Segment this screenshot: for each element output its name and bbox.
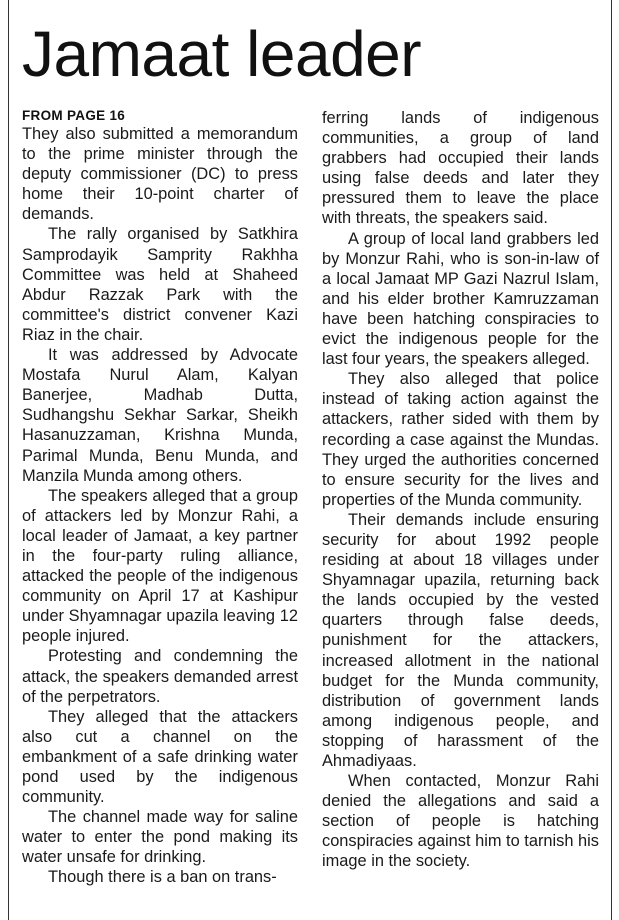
article-paragraph: The channel made way for saline water to enter the pond making its water unsafe for drinking. bbox=[22, 808, 298, 867]
article-paragraph: They also alleged that police instead of taking action against the attackers, rather sided with them by recording a case against the Mundas. They urged the authorities concerned to ensure security for the lives and properties of the Munda community. bbox=[322, 370, 599, 509]
jump-label: FROM PAGE 16 bbox=[22, 108, 126, 123]
article-column-right bbox=[322, 108, 599, 872]
article-paragraph: They also submitted a memorandum to the prime minister through the deputy commissioner (DC) to press home their 10-point charter of demands. bbox=[22, 125, 298, 224]
article-paragraph: When contacted, Monzur Rahi denied the allegations and said a section of people is hatching conspiracies against him to tarnish his image in the society. bbox=[322, 772, 599, 871]
article-paragraph: Their demands include ensuring security for about 1992 people residing at about 18 villages under Shyamnagar upazila, returning back the lands occupied by the vested quarters through false deeds, punishment for the attackers, increased allotment in the national budget for the Munda community, distribution of government lands among indigenous people, and stopping of harassment of the Ahmadiyaas. bbox=[322, 510, 599, 770]
headline: Jamaat leader bbox=[22, 18, 422, 90]
article-paragraph: The rally organised by Satkhira Samprodayik Samprity Rakhha Committee was held at Shaheed Abdur Razzak Park with the committee's district convener Kazi Riaz in the chair. bbox=[22, 225, 298, 344]
article-paragraph: It was addressed by Advocate Mostafa Nurul Alam, Kalyan Banerjee, Madhab Dutta, Sudhangshu Sekhar Sarkar, Sheikh Hasanuzzaman, Krishna Munda, Parimal Munda, Benu Munda, and Manzila Munda among others. bbox=[22, 346, 298, 485]
article-paragraph: Though there is a ban on trans- bbox=[48, 868, 277, 887]
article-paragraph: Protesting and condemning the attack, the speakers demanded arrest of the perpetrators. bbox=[22, 647, 298, 706]
article-paragraph: The speakers alleged that a group of attackers led by Monzur Rahi, a local leader of Jamaat, a key partner in the four-party ruling alliance, attacked the people of the indigenous community on April 17 at Kashipur under Shyamnagar upazila leaving 12 people injured. bbox=[22, 486, 298, 646]
left-column-rule bbox=[8, 0, 9, 920]
right-column-rule bbox=[611, 0, 612, 920]
article-column-left bbox=[22, 108, 298, 888]
article-paragraph: They alleged that the attackers also cut a channel on the embankment of a safe drinking water pond used by the indigenous community. bbox=[22, 707, 298, 807]
article-paragraph: A group of local land grabbers led by Monzur Rahi, who is son-in-law of a local Jamaat MP Gazi Nazrul Islam, and his elder brother Kamruzzaman have been hatching conspiracies to evict the indigenous people for the last four years, the speakers alleged. bbox=[322, 229, 599, 369]
article-paragraph: ferring lands of indigenous communities, a group of land grabbers had occupied their lands using false deeds and later they pressured them to leave the place with threats, the speakers said. bbox=[322, 109, 599, 228]
